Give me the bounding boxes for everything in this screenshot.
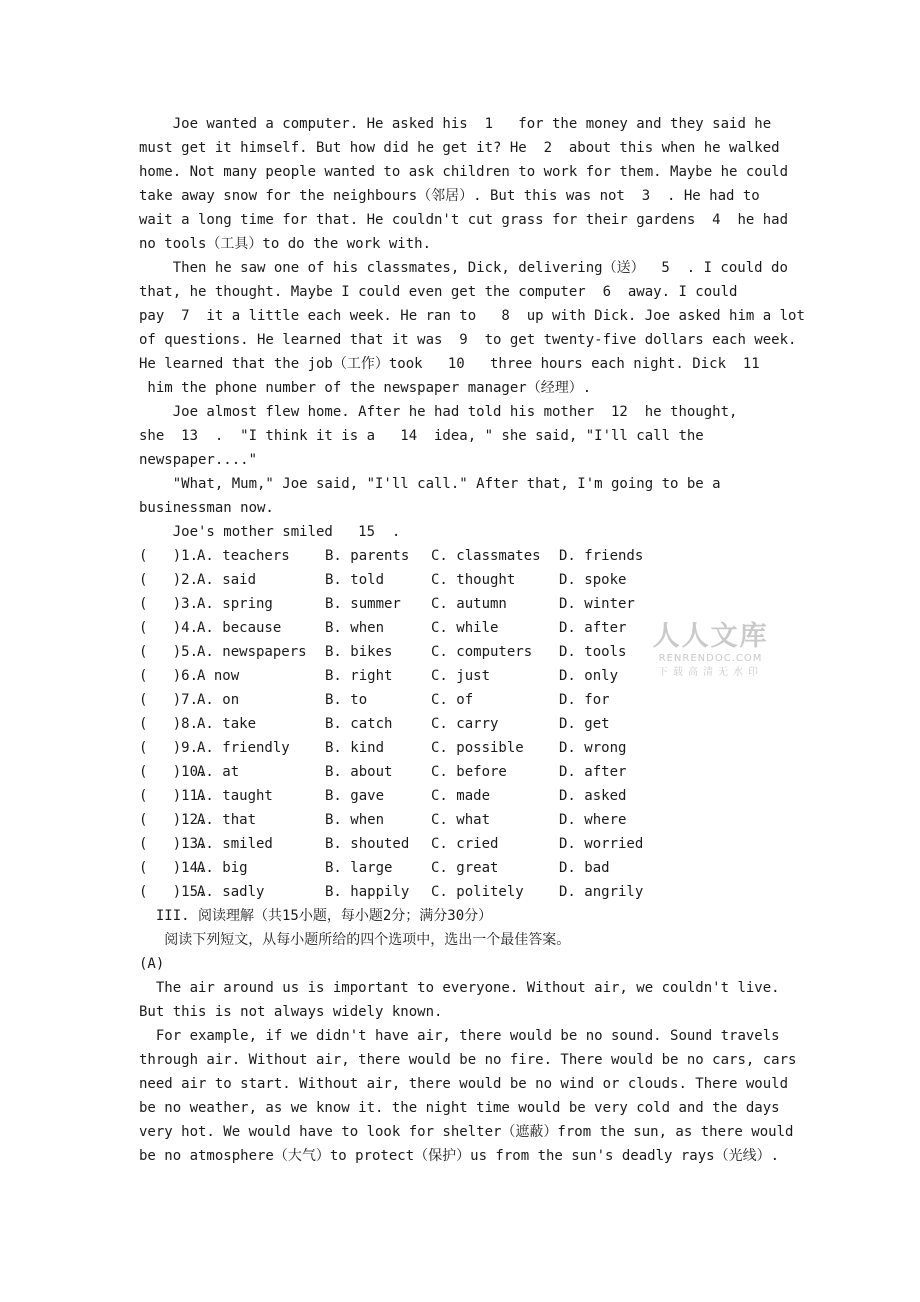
text-line: take away snow for the neighbours（邻居）. But this was not 3 . He had to: [139, 188, 760, 204]
option-a: A. taught: [197, 788, 273, 804]
question-row: [139, 784, 782, 808]
option-a: A. on: [197, 692, 240, 708]
text-line: The air around us is important to everyone. Without air, we couldn't live.: [139, 980, 780, 996]
option-a: A. that: [197, 812, 257, 828]
option-b: B. large: [325, 860, 393, 876]
option-c: C. autumn: [431, 596, 507, 612]
text-line: For example, if we didn't have air, there would be no sound. Sound travels: [139, 1028, 780, 1044]
question-number: ( )9.: [139, 740, 199, 756]
question-row: [139, 688, 782, 712]
text-line: him the phone number of the newspaper manager（经理）.: [139, 380, 592, 396]
text-line: wait a long time for that. He couldn't cut grass for their gardens 4 he had: [139, 212, 789, 228]
question-row: [139, 544, 782, 568]
text-line: must get it himself. But how did he get it? He 2 about this when he walked: [139, 140, 780, 156]
option-b: B. bikes: [325, 644, 393, 660]
question-number: ( )5.: [139, 644, 199, 660]
question-number: ( )8.: [139, 716, 199, 732]
option-d: D. wrong: [559, 740, 627, 756]
question-row: [139, 880, 782, 904]
option-d: D. after: [559, 764, 627, 780]
option-d: D. for: [559, 692, 610, 708]
option-d: D. only: [559, 668, 619, 684]
text-line: Joe's mother smiled 15 .: [139, 524, 401, 540]
option-c: C. possible: [431, 740, 524, 756]
text-line: be no atmosphere（大气）to protect（保护）us from the sun's deadly rays（光线）.: [139, 1148, 780, 1164]
text-line: be no weather, as we know it. the night time would be very cold and the days: [139, 1100, 780, 1116]
question-number: ( )4.: [139, 620, 199, 636]
option-c: C. computers: [431, 644, 533, 660]
option-c: C. just: [431, 668, 491, 684]
option-c: C. of: [431, 692, 474, 708]
option-d: D. where: [559, 812, 627, 828]
text-line: need air to start. Without air, there would be no wind or clouds. There would: [139, 1076, 789, 1092]
option-b: B. kind: [325, 740, 385, 756]
option-c: C. cried: [431, 836, 499, 852]
option-a: A. because: [197, 620, 282, 636]
reading-passage: [139, 976, 797, 1168]
question-list: [139, 544, 782, 904]
option-a: A. spring: [197, 596, 273, 612]
option-a: A. sadly: [197, 884, 265, 900]
option-c: C. carry: [431, 716, 499, 732]
question-row: [139, 856, 782, 880]
option-d: D. winter: [559, 596, 635, 612]
option-b: B. parents: [325, 548, 410, 564]
watermark-title: 人人文库: [652, 621, 769, 652]
question-number: ( )1.: [139, 548, 199, 564]
question-number: ( )11.: [139, 788, 207, 804]
option-d: D. after: [559, 620, 627, 636]
option-b: B. when: [325, 812, 385, 828]
option-c: C. thought: [431, 572, 516, 588]
option-a: A. teachers: [197, 548, 290, 564]
text-line: very hot. We would have to look for shelter（遮蔽）from the sun, as there would: [139, 1124, 794, 1140]
option-a: A. newspapers: [197, 644, 307, 660]
option-b: B. shouted: [325, 836, 410, 852]
option-b: B. summer: [325, 596, 401, 612]
watermark-logo: [648, 622, 773, 680]
question-row: [139, 832, 782, 856]
option-b: B. about: [325, 764, 393, 780]
question-row: [139, 808, 782, 832]
question-row: [139, 736, 782, 760]
question-row: [139, 568, 782, 592]
text-line: newspaper....": [139, 452, 258, 468]
text-line: through air. Without air, there would be no fire. There would be no cars, cars: [139, 1052, 797, 1068]
option-b: B. right: [325, 668, 393, 684]
text-line: she 13 . "I think it is a 14 idea, " she said, "I'll call the: [139, 428, 704, 444]
text-line: Then he saw one of his classmates, Dick, delivering（送） 5 . I could do: [139, 260, 788, 276]
text-line: home. Not many people wanted to ask children to work for them. Maybe he could: [139, 164, 789, 180]
question-number: ( )2.: [139, 572, 199, 588]
section-heading: III. 阅读理解（共15小题，每小题2分；满分30分）: [139, 908, 493, 924]
question-number: ( )13.: [139, 836, 207, 852]
watermark-subtitle: 下载高清无水印: [658, 667, 763, 678]
question-number: ( )15.: [139, 884, 207, 900]
option-d: D. friends: [559, 548, 644, 564]
option-d: D. get: [559, 716, 610, 732]
option-c: C. made: [431, 788, 491, 804]
option-a: A. big: [197, 860, 248, 876]
question-row: [139, 760, 782, 784]
question-number: ( )10.: [139, 764, 207, 780]
passage-label: (A): [139, 956, 165, 972]
question-row: [139, 712, 782, 736]
question-number: ( )7.: [139, 692, 199, 708]
option-b: B. when: [325, 620, 385, 636]
question-row: [139, 592, 782, 616]
section-instruction: 阅读下列短文，从每小题所给的四个选项中，选出一个最佳答案。: [139, 932, 571, 948]
option-b: B. gave: [325, 788, 385, 804]
option-b: B. happily: [325, 884, 410, 900]
option-d: D. bad: [559, 860, 610, 876]
question-number: ( )3.: [139, 596, 199, 612]
text-line: no tools（工具）to do the work with.: [139, 236, 432, 252]
text-line: Joe wanted a computer. He asked his 1 for the money and they said he: [139, 116, 772, 132]
option-c: C. great: [431, 860, 499, 876]
option-c: C. while: [431, 620, 499, 636]
text-line: of questions. He learned that it was 9 to get twenty-five dollars each week.: [139, 332, 797, 348]
option-d: D. spoke: [559, 572, 627, 588]
option-c: C. politely: [431, 884, 524, 900]
option-d: D. angrily: [559, 884, 644, 900]
question-number: ( )12.: [139, 812, 207, 828]
text-line: "What, Mum," Joe said, "I'll call." After that, I'm going to be a: [139, 476, 721, 492]
option-b: B. to: [325, 692, 368, 708]
cloze-passage: [139, 112, 805, 544]
text-line: But this is not always widely known.: [139, 1004, 443, 1020]
option-b: B. catch: [325, 716, 393, 732]
question-number: ( )14.: [139, 860, 207, 876]
watermark-domain: RENRENDOC.COM: [658, 653, 763, 664]
option-c: C. classmates: [431, 548, 541, 564]
option-a: A. smiled: [197, 836, 273, 852]
option-d: D. asked: [559, 788, 627, 804]
option-a: A. at: [197, 764, 240, 780]
option-d: D. tools: [559, 644, 627, 660]
option-c: C. before: [431, 764, 507, 780]
text-line: pay 7 it a little each week. He ran to 8 up with Dick. Joe asked him a lot: [139, 308, 805, 324]
option-b: B. told: [325, 572, 385, 588]
option-c: C. what: [431, 812, 491, 828]
question-number: ( )6.: [139, 668, 199, 684]
option-d: D. worried: [559, 836, 644, 852]
text-line: that, he thought. Maybe I could even get the computer 6 away. I could: [139, 284, 738, 300]
option-a: A. said: [197, 572, 257, 588]
text-line: businessman now.: [139, 500, 274, 516]
option-a: A. take: [197, 716, 257, 732]
text-line: He learned that the job（工作）took 10 three hours each night. Dick 11: [139, 356, 760, 372]
option-a: A. friendly: [197, 740, 290, 756]
option-a: A now: [197, 668, 240, 684]
text-line: Joe almost flew home. After he had told his mother 12 he thought,: [139, 404, 738, 420]
